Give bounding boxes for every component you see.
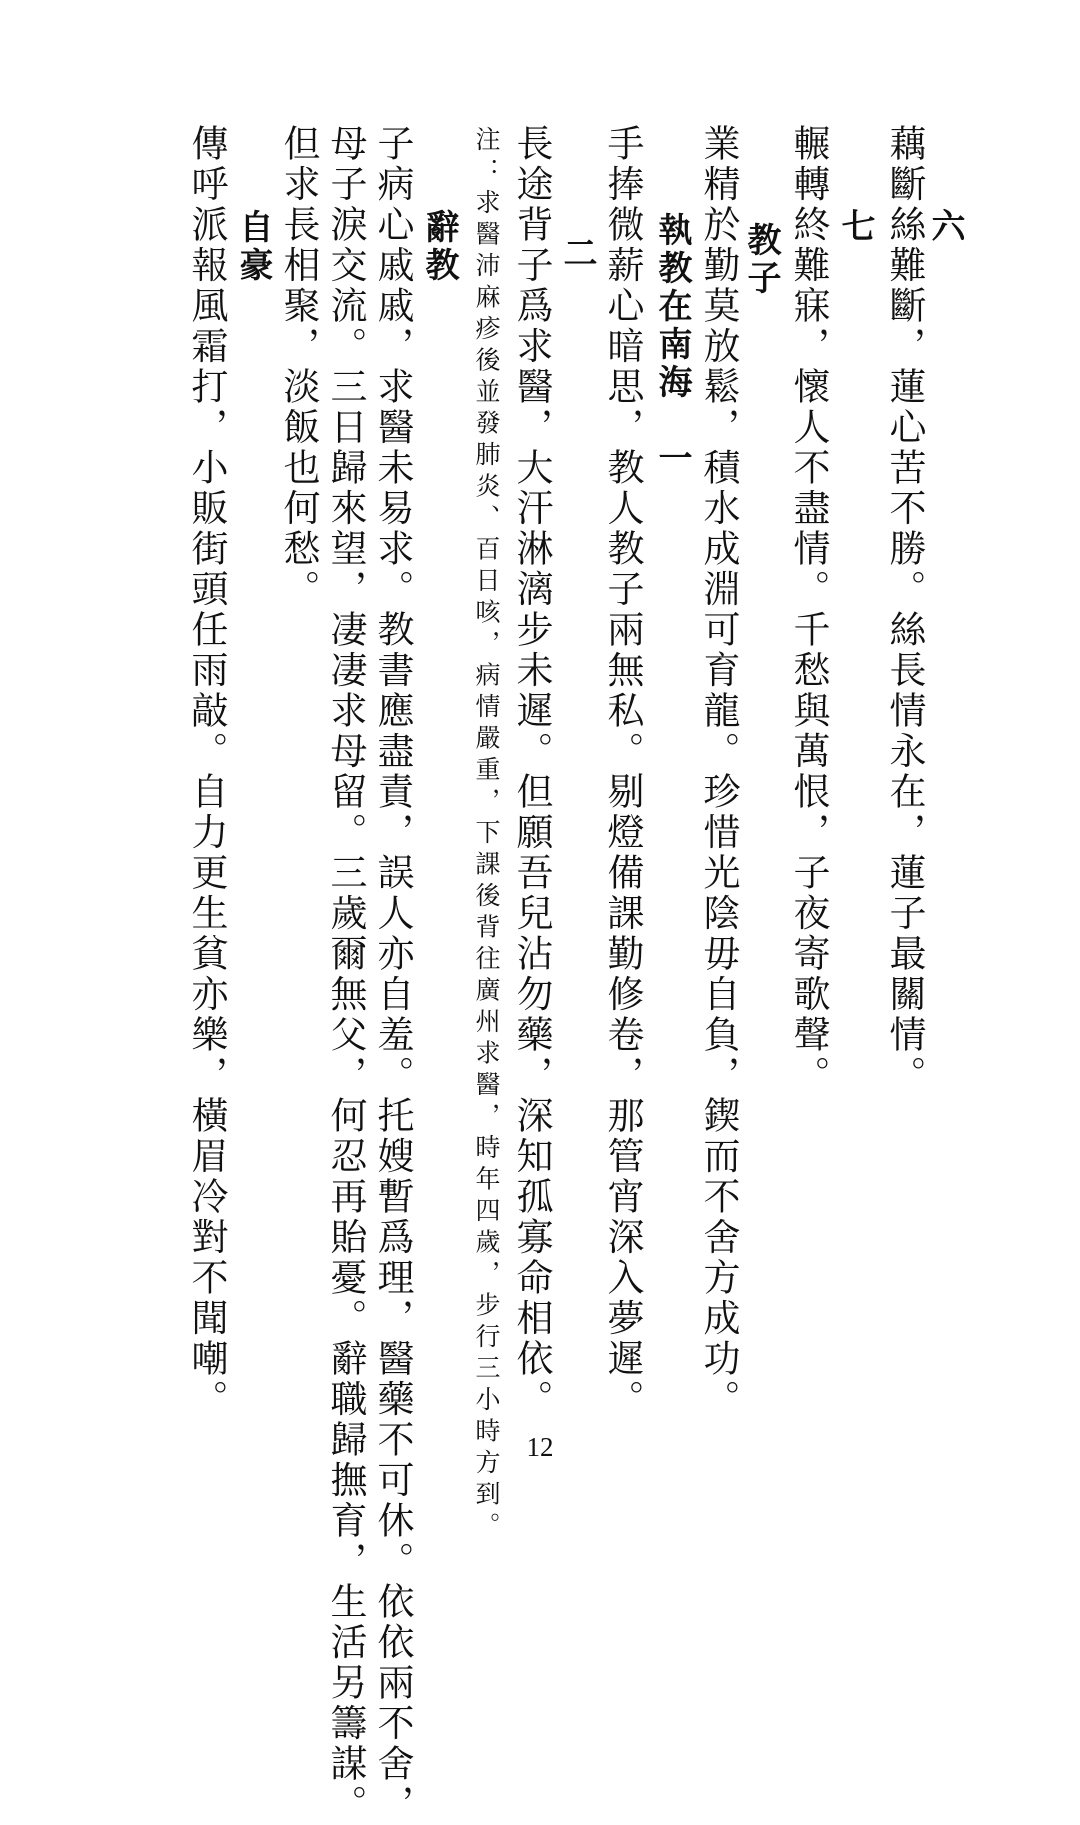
poem-heading-nanhai-one: 執教在南海 一 (652, 212, 692, 478)
poem-heading-pride: 自豪 (233, 209, 273, 285)
poem-line: 業精於勤莫放鬆，積水成淵可育龍。珍惜光陰毋自負，鍥而不舍方成功。 (697, 124, 740, 1420)
footnote: 注：求醫沛麻疹後並發肺炎、百日咳，病情嚴重，下課後背往廣州求醫，時年四歲，步行三小時方到。 (472, 126, 501, 1544)
poem-line: 母子淚交流。三日歸來望，凄凄求母留。三歲爾無父，何忍再貽憂。辭職歸撫育，生活另籌謀。 (324, 124, 367, 1825)
poem-line: 但求長相聚，淡飯也何愁。 (277, 124, 320, 610)
page-number: 12 (526, 1432, 554, 1462)
poem-line: 子病心戚戚，求醫未易求。教書應盡責，誤人亦自羞。托嫂暫爲理，醫藥不可休。依依兩不舍， (371, 124, 414, 1825)
poem-heading-six: 六 (925, 208, 965, 246)
poem-line: 輾轉終難寐，懷人不盡情。千愁與萬恨，子夜寄歌聲。 (787, 124, 830, 1096)
poem-line: 手捧微薪心暗思，教人教子兩無私。剔燈備課勤修卷，那管宵深入夢遲。 (601, 124, 644, 1420)
poem-heading-teach-son: 教子 (741, 222, 781, 298)
poem-heading-resign: 辭教 (419, 209, 459, 285)
poem-heading-seven: 七 (835, 208, 875, 246)
poem-line: 傳呼派報風霜打，小販街頭任雨敲。自力更生貧亦樂，橫眉冷對不聞嘲。 (185, 124, 228, 1420)
poem-line: 藕斷絲難斷，蓮心苦不勝。絲長情永在，蓮子最關情。 (883, 124, 926, 1096)
poem-line: 長途背子爲求醫，大汗淋漓步未遲。但願吾兒沾勿藥，深知孤寡命相依。 (510, 124, 553, 1420)
poem-heading-two: 二 (557, 235, 597, 273)
